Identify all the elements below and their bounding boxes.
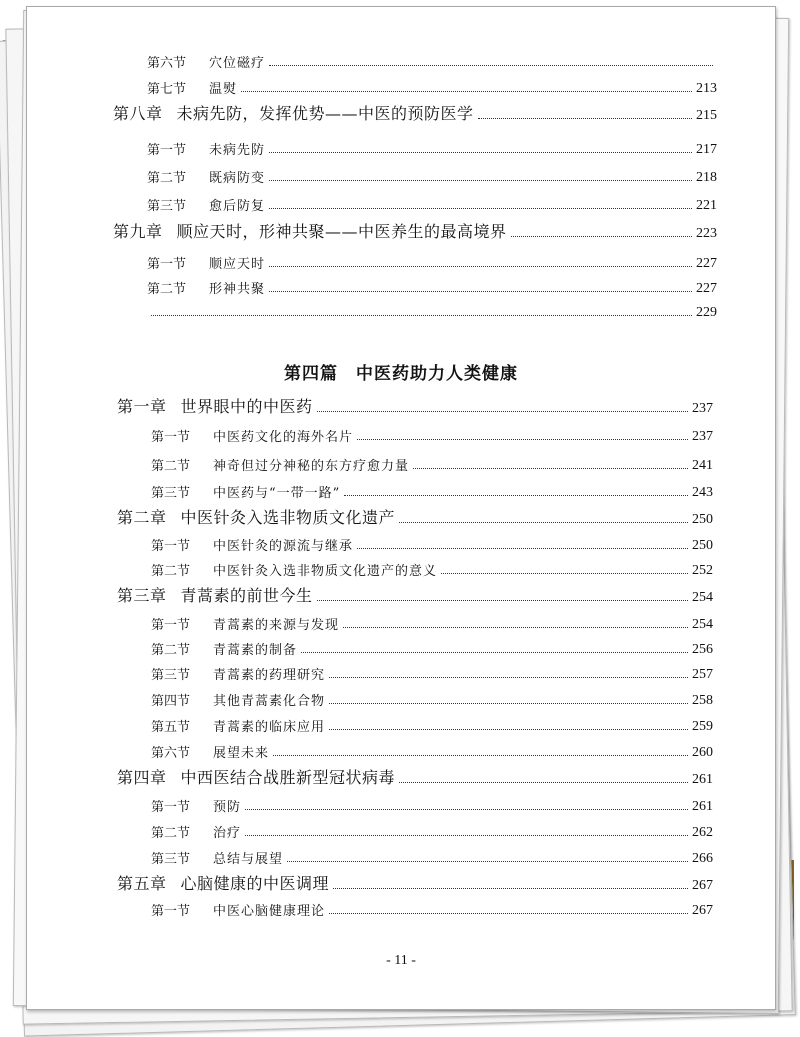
toc-page-number: 260 (692, 745, 713, 760)
toc-entry-number: 第二节 (151, 459, 191, 474)
dot-leader (241, 91, 692, 92)
toc-entry-title: 温熨 (209, 82, 238, 97)
toc-entry-label (151, 560, 437, 579)
toc-entry-title: 青蒿素的前世今生 (180, 586, 313, 605)
toc-page (26, 6, 776, 1010)
toc-entry-title: 其他青蒿素化合物 (213, 694, 326, 709)
dot-leader (301, 652, 688, 653)
toc-entry-number: 第七节 (147, 82, 187, 97)
toc-page-number: 254 (692, 617, 713, 632)
toc-entry-title: 青蒿素的临床应用 (213, 720, 326, 735)
toc-page-number: 267 (692, 903, 713, 918)
toc-chapter-entry (117, 504, 713, 528)
toc-section-entry (147, 134, 717, 158)
toc-entry-label (151, 614, 339, 633)
dot-leader (269, 65, 713, 66)
dot-leader (399, 522, 688, 523)
toc-entry-label (147, 78, 237, 97)
toc-chapter-entry (117, 870, 713, 894)
toc-entry-label (147, 52, 265, 71)
toc-entry-label (117, 583, 313, 606)
toc-chapter-entry (113, 218, 717, 242)
toc-section-entry (151, 450, 713, 474)
toc-section-entry (151, 791, 713, 815)
toc-entry-label (147, 278, 265, 297)
toc-page-number: 256 (692, 642, 713, 657)
toc-entry-label (151, 690, 325, 709)
toc-section-entry (147, 190, 717, 214)
toc-entry-title: 既病防变 (209, 171, 266, 186)
toc-page-number: 229 (696, 305, 717, 320)
toc-entry-title: 顺应天时，形神共聚——中医养生的最高境界 (176, 222, 507, 241)
dot-leader (245, 809, 688, 810)
toc-entry-title: 世界眼中的中医药 (180, 397, 313, 416)
toc-entry-title: 中医药文化的海外名片 (213, 430, 354, 445)
toc-entry-number: 第九章 (113, 222, 163, 241)
dot-leader (344, 495, 688, 496)
toc-page-number: 257 (692, 667, 713, 682)
toc-entry-title: 总结与展望 (213, 852, 284, 867)
toc-chapter-entry (117, 764, 713, 788)
dot-leader (329, 913, 688, 914)
toc-entry-number: 第二节 (151, 643, 191, 658)
toc-entry-label (151, 426, 353, 445)
toc-entry-label (117, 394, 313, 417)
dot-leader (151, 315, 692, 316)
toc-chapter-entry (113, 100, 717, 124)
dot-leader (343, 627, 688, 628)
toc-entry-title: 心脑健康的中医调理 (180, 874, 330, 893)
toc-chapter-entry (117, 393, 713, 417)
toc-entry-title: 中医心脑健康理论 (213, 904, 326, 919)
toc-entry-label (147, 167, 265, 186)
toc-entry-number: 第八章 (113, 104, 163, 123)
part-heading (27, 359, 775, 384)
toc-entry-title: 青蒿素的制备 (213, 643, 298, 658)
toc-entry-number: 第一节 (147, 257, 187, 272)
toc-entry-label (151, 716, 325, 735)
toc-entry-title: 中医针灸的源流与继承 (213, 539, 354, 554)
toc-entry-title: 展望未来 (213, 746, 270, 761)
toc-page-number: 261 (692, 772, 713, 787)
toc-entry-label (151, 822, 241, 841)
toc-section-entry (151, 843, 713, 867)
toc-entry-title: 愈后防复 (209, 199, 266, 214)
toc-entry-label (147, 253, 265, 272)
toc-page-number: 250 (692, 538, 713, 553)
toc-entry-label (151, 742, 269, 761)
toc-entry-number: 第一章 (117, 397, 167, 416)
toc-entry-title: 预防 (213, 800, 242, 815)
toc-section-entry (151, 817, 713, 841)
toc-page-number: 266 (692, 851, 713, 866)
toc-entry-label (151, 639, 297, 658)
toc-page-number: 250 (692, 512, 713, 527)
toc-entry-number: 第一节 (151, 800, 191, 815)
toc-entry-title: 形神共聚 (209, 282, 266, 297)
toc-entry-title: 中西医结合战胜新型冠状病毒 (180, 768, 396, 787)
toc-entry-number: 第二节 (147, 171, 187, 186)
toc-page-number: 267 (692, 878, 713, 893)
toc-entry-title: 未病先防，发挥优势——中医的预防医学 (176, 104, 474, 123)
dot-leader (333, 888, 688, 889)
dot-leader (413, 468, 688, 469)
dot-leader (329, 729, 688, 730)
toc-entry-number: 第三节 (151, 668, 191, 683)
dot-leader (269, 152, 692, 153)
toc-entry-title: 顺应天时 (209, 257, 266, 272)
dot-leader (317, 600, 688, 601)
toc-section-entry (151, 609, 713, 633)
toc-entry-number: 第三节 (147, 199, 187, 214)
toc-page-number: 218 (696, 170, 717, 185)
dot-leader (329, 703, 688, 704)
toc-entry-number: 第二节 (151, 826, 191, 841)
toc-entry-label (151, 535, 353, 554)
toc-page-number: 215 (696, 108, 717, 123)
toc-section-entry (151, 555, 713, 579)
dot-leader (317, 411, 688, 412)
toc-entry-label (117, 765, 395, 788)
toc-chapter-entry (117, 582, 713, 606)
toc-page-number: 221 (696, 198, 717, 213)
toc-entry-label (151, 482, 340, 501)
toc-entry-title: 神奇但过分神秘的东方疗愈力量 (213, 459, 410, 474)
dot-leader (269, 208, 692, 209)
toc-entry-label (151, 848, 283, 867)
dot-leader (357, 548, 688, 549)
toc-page-number: 227 (696, 281, 717, 296)
dot-leader (273, 755, 688, 756)
toc-entry-number: 第五节 (151, 720, 191, 735)
toc-entry-number: 第一节 (147, 143, 187, 158)
toc-section-entry (151, 659, 713, 683)
toc-entry-number: 第一节 (151, 539, 191, 554)
dot-leader (441, 573, 688, 574)
toc-entry-number: 第一节 (151, 430, 191, 445)
toc-page-number: 259 (692, 719, 713, 734)
toc-page-number: 243 (692, 485, 713, 500)
toc-page-number: 261 (692, 799, 713, 814)
dot-leader (245, 835, 688, 836)
toc-page-number: 241 (692, 458, 713, 473)
part-number: 第四篇 (284, 364, 338, 384)
dot-leader (269, 291, 692, 292)
part-title: 中医药助力人类健康 (356, 364, 518, 384)
dot-leader (269, 266, 692, 267)
toc-entry-label (151, 664, 325, 683)
toc-entry-title: 未病先防 (209, 143, 266, 158)
toc-entry-number: 第三节 (151, 852, 191, 867)
toc-section-entry (147, 273, 717, 297)
page-number-footer: - 11 - (386, 953, 416, 968)
toc-entry-label (117, 871, 329, 894)
dot-leader (287, 861, 688, 862)
toc-entry-label (151, 900, 325, 919)
toc-page-number: 227 (696, 256, 717, 271)
dot-leader (269, 180, 692, 181)
toc-section-entry (151, 530, 713, 554)
toc-entry-number: 第二节 (147, 282, 187, 297)
dot-leader (399, 782, 688, 783)
toc-entry-label (113, 219, 507, 242)
toc-entry-title: 青蒿素的来源与发现 (213, 618, 340, 633)
toc-section-entry (147, 162, 717, 186)
toc-entry-number: 第三章 (117, 586, 167, 605)
dot-leader (329, 677, 688, 678)
toc-entry-label (147, 139, 265, 158)
toc-section-entry (151, 737, 713, 761)
toc-entry-number: 第六节 (151, 746, 191, 761)
toc-entry-number: 第一节 (151, 618, 191, 633)
dot-leader (511, 236, 692, 237)
toc-entry-number: 第六节 (147, 56, 187, 71)
toc-page-number: 252 (692, 563, 713, 578)
toc-entry-title: 穴位磁疗 (209, 56, 266, 71)
toc-page-number: 262 (692, 825, 713, 840)
toc-section-entry (147, 297, 717, 321)
dot-leader (357, 439, 688, 440)
toc-entry-label (151, 796, 241, 815)
toc-section-entry (151, 634, 713, 658)
dot-leader (478, 118, 692, 119)
toc-section-entry (147, 248, 717, 272)
toc-section-entry (151, 685, 713, 709)
toc-entry-number: 第五章 (117, 874, 167, 893)
toc-section-entry (151, 711, 713, 735)
toc-section-entry (151, 895, 713, 919)
toc-page-number: 213 (696, 81, 717, 96)
toc-section-entry (147, 47, 717, 71)
toc-page-number: 258 (692, 693, 713, 708)
toc-entry-number: 第一节 (151, 904, 191, 919)
toc-entry-title: 中医药与“一带一路” (213, 486, 341, 501)
toc-entry-number: 第三节 (151, 486, 191, 501)
toc-entry-label (151, 455, 409, 474)
toc-entry-label (117, 505, 395, 528)
toc-entry-number: 第四章 (117, 768, 167, 787)
toc-entry-number: 第四节 (151, 694, 191, 709)
toc-entry-label (113, 101, 474, 124)
toc-entry-title: 治疗 (213, 826, 242, 841)
toc-entry-number: 第二章 (117, 508, 167, 527)
toc-page-number: 254 (692, 590, 713, 605)
toc-entry-number: 第二节 (151, 564, 191, 579)
toc-entry-label (147, 195, 265, 214)
toc-page-number: 223 (696, 226, 717, 241)
toc-page-number: 217 (696, 142, 717, 157)
toc-entry-title: 中医针灸入选非物质文化遗产 (180, 508, 396, 527)
toc-page-number: 237 (692, 429, 713, 444)
toc-page-number: 237 (692, 401, 713, 416)
toc-section-entry (151, 477, 713, 501)
toc-section-entry (147, 73, 717, 97)
toc-entry-title: 中医针灸入选非物质文化遗产的意义 (213, 564, 438, 579)
toc-section-entry (151, 421, 713, 445)
toc-entry-title: 青蒿素的药理研究 (213, 668, 326, 683)
